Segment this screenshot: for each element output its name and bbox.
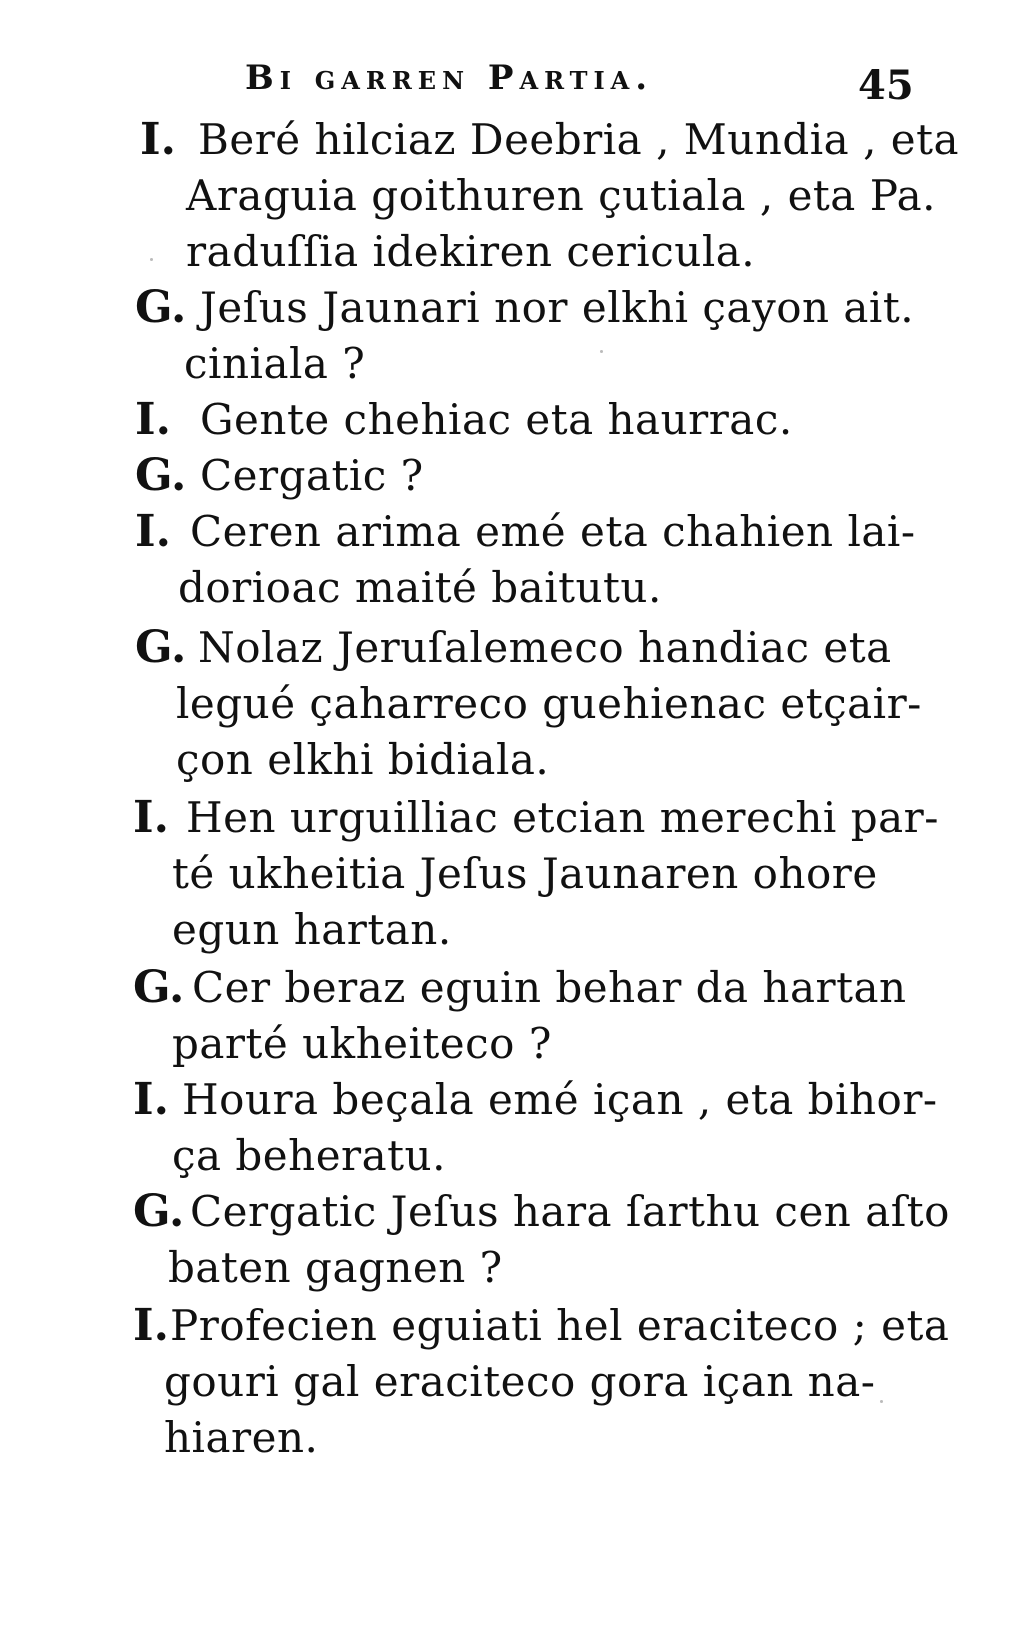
entry-line: Araguia goithuren çutiala , eta Pa. [186,171,936,220]
entry-line: egun hartan. [172,905,452,954]
print-speck [880,1400,883,1403]
speaker-label: I. [140,114,176,165]
print-speck [600,350,603,353]
entry-line: Cergatic ? [200,451,424,500]
speaker-label: G. [135,622,187,673]
entry-line: dorioac maité baitutu. [178,563,662,612]
entry-line: baten gagnen ? [168,1243,503,1292]
entry-line: Beré hilciaz Deebria , Mundia , eta [198,115,960,164]
entry-line: raduſſia idekiren cericula. [186,227,756,276]
entry-line: ça beheratu. [172,1131,446,1180]
speaker-label: I. [133,1300,169,1351]
running-head: Bi garren Partia. [245,58,654,98]
entry-line: parté ukheiteco ? [172,1019,552,1068]
speaker-label: I. [133,1074,169,1125]
entry-line: Gente chehiac eta haurrac. [200,395,793,444]
entry-line: Cergatic Jeſus hara ſarthu cen aſto [190,1187,950,1236]
entry-line: Nolaz Jeruſalemeco handiac eta [198,623,892,672]
entry-line: Hen urguilliac etcian merechi par- [186,793,939,842]
speaker-label: G. [133,1186,185,1237]
entry-line: Profecien eguiati hel eraciteco ; eta [170,1301,950,1350]
entry-line: Ceren arima emé eta chahien lai- [190,507,916,556]
entry-line: hiaren. [164,1413,319,1462]
speaker-label: I. [135,506,171,557]
speaker-label: I. [135,394,171,445]
entry-line: Cer beraz eguin behar da hartan [192,963,907,1012]
entry-line: té ukheitia Jeſus Jaunaren ohore [172,849,878,898]
print-speck [150,258,153,261]
speaker-label: G. [135,282,187,333]
entry-line: gouri gal eraciteco gora içan na- [164,1357,876,1406]
entry-line: ciniala ? [184,339,366,388]
entry-line: Jeſus Jaunari nor elkhi çayon ait. [200,283,915,332]
entry-line: çon elkhi bidiala. [176,735,550,784]
entry-line: legué çaharreco guehienac etçair- [176,679,922,728]
speaker-label: G. [135,450,187,501]
page-number: 45 [858,62,914,109]
speaker-label: I. [133,792,169,843]
entry-line: Houra beçala emé içan , eta bihor- [182,1075,938,1124]
speaker-label: G. [133,962,185,1013]
